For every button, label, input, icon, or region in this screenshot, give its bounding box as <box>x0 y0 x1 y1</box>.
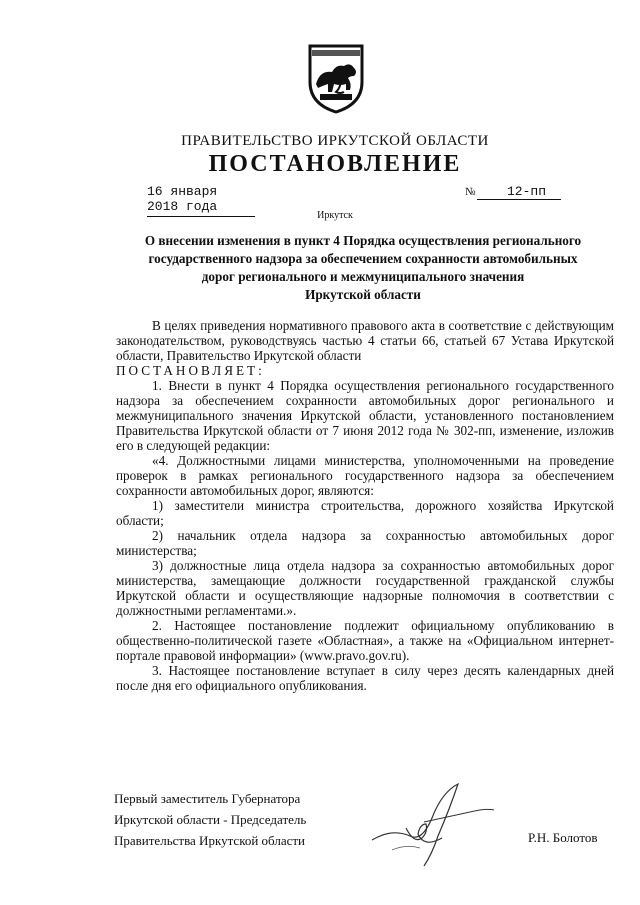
number-sign: № <box>465 186 476 198</box>
resolves-heading: ПОСТАНОВЛЯЕТ: <box>116 363 265 378</box>
item-3-paragraph: 3. Настоящее постановление вступает в силу через десять календарных дней после дня его официального опубликования. <box>116 663 614 693</box>
item-1-paragraph: 1. Внести в пункт 4 Порядка осуществления регионального государственного надзора за обеспечением сохранности автомобильных дорог регионального и межмуниципального значения Иркутской области, установленного постановлением Правительства Иркутской области от 7 июня 2012 года № 302-пп, изменение, изложив его в следующей редакции: <box>116 378 614 453</box>
irkutsk-coat-of-arms-icon <box>306 42 366 114</box>
title-line: Иркутской области <box>305 287 421 302</box>
handwritten-signature-icon <box>362 778 502 870</box>
document-type: ПОСТАНОВЛЕНИЕ <box>208 151 462 177</box>
title-line: дорог регионального и межмуниципального значения <box>201 269 525 284</box>
subitem-1-paragraph: 1) заместители министра строительства, дорожного хозяйства Иркутской области; <box>116 498 614 528</box>
subitem-3-paragraph: 3) должностные лица отдела надзора за сохранностью автомобильных дорог министерства, замещающие должности государственной гражданской службы Иркутской области и осуществляющие надзорные полномочия в соответствии с должностными регламентами.». <box>116 558 614 618</box>
document-title <box>108 232 618 304</box>
item-2-paragraph: 2. Настоящее постановление подлежит официальному опубликованию в общественно-политической газете «Областная», а также на «Официальном интернет-портале правовой информации» (www.pravo.gov.ru). <box>116 618 614 663</box>
title-line: государственного надзора за обеспечением сохранности автомобильных <box>148 251 578 266</box>
government-name: ПРАВИТЕЛЬСТВО ИРКУТСКОЙ ОБЛАСТИ <box>181 133 489 149</box>
signatory-position-line: Первый заместитель Губернатора <box>114 791 301 806</box>
quoted-item-4-paragraph: «4. Должностными лицами министерства, уполномоченными на проведение проверок в рамках регионального государственного надзора за обеспечением сохранности автомобильных дорог, являются: <box>116 453 614 498</box>
signatory-position-line: Иркутской области - Председатель <box>114 812 307 827</box>
subitem-2-paragraph: 2) начальник отдела надзора за сохранностью автомобильных дорог министерства; <box>116 528 614 558</box>
document-number: 12-пп <box>477 184 561 200</box>
document-body <box>116 318 614 693</box>
document-date: 16 января 2018 года <box>147 184 255 217</box>
signatory-position <box>114 788 306 851</box>
title-line: О внесении изменения в пункт 4 Порядка осуществления регионального <box>144 233 582 248</box>
preamble-paragraph: В целях приведения нормативного правового акта в соответствие с действующим законодательством, руководствуясь частью 4 статьи 66, статьей 67 Устава Иркутской области, Правительство Иркутской области <box>116 318 614 363</box>
signatory-position-line: Правительства Иркутской области <box>114 833 306 848</box>
signatory-name: Р.Н. Болотов <box>528 830 598 845</box>
document-city: Иркутск <box>317 210 353 221</box>
